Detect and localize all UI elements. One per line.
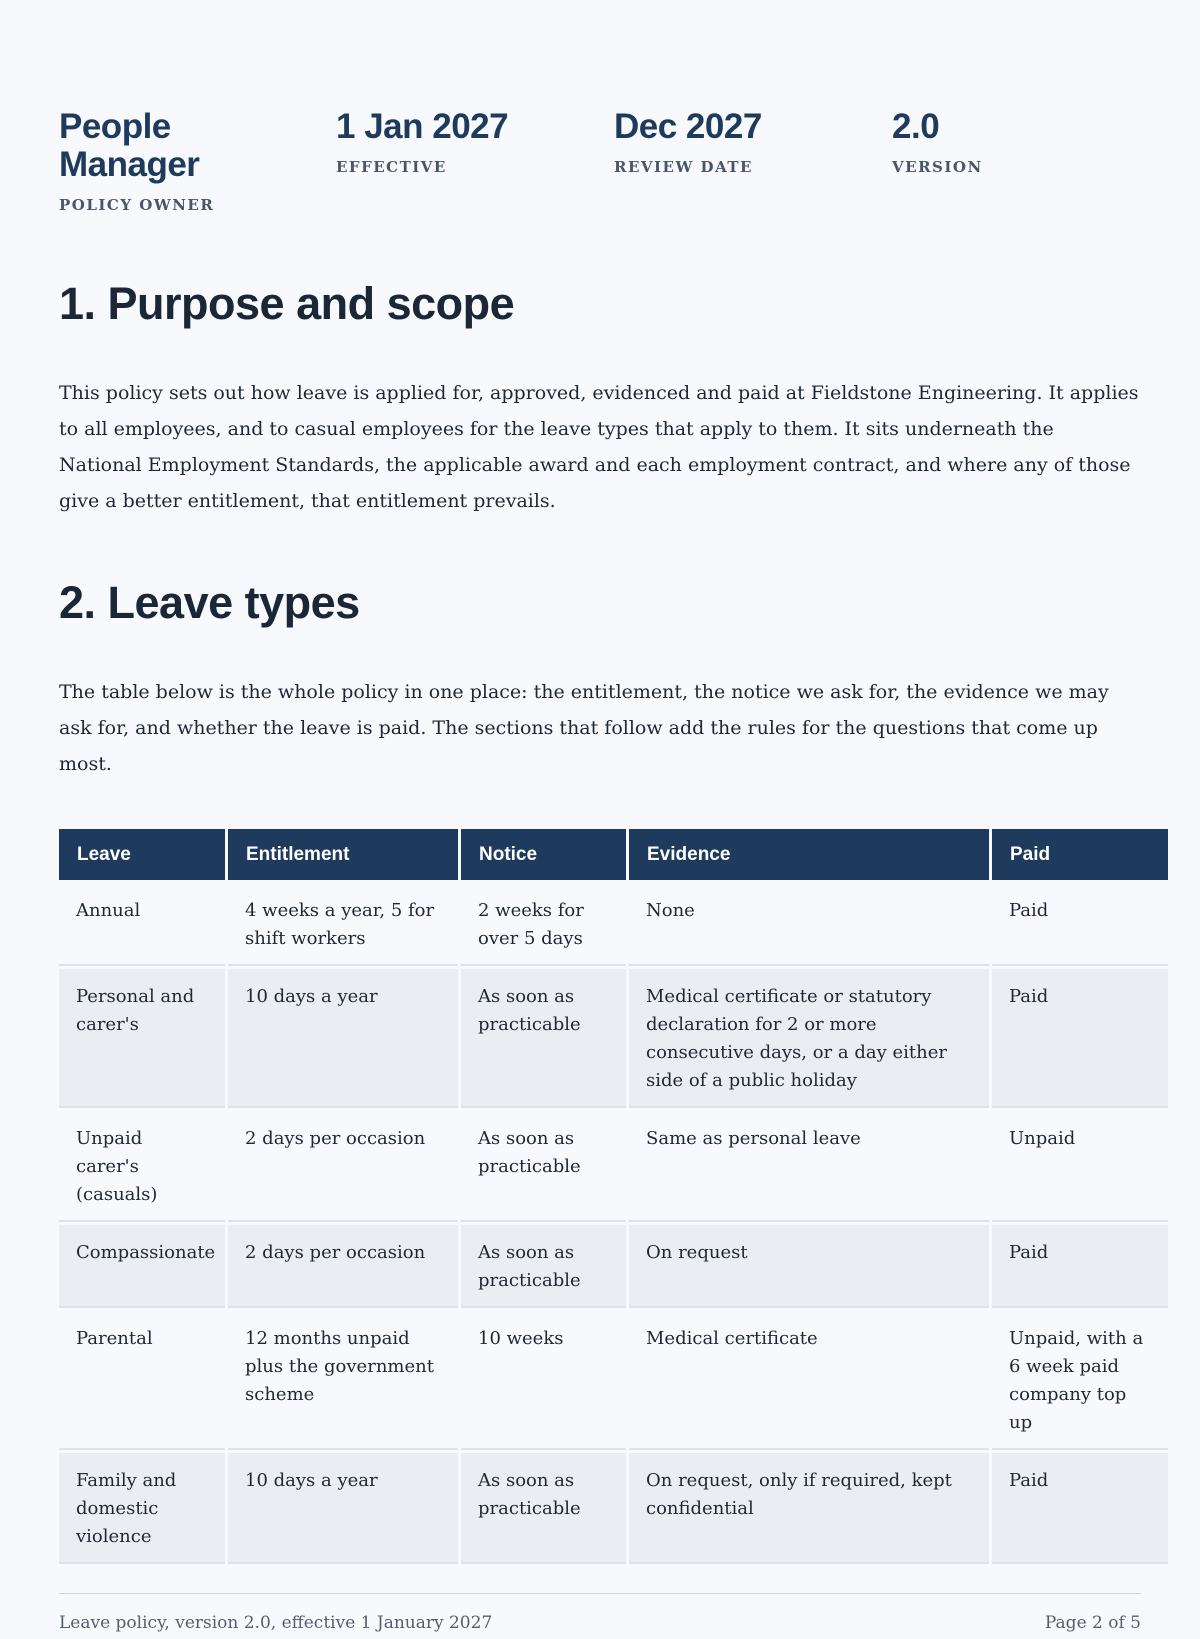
table-cell: 12 months unpaid plus the government scheme — [228, 1311, 458, 1450]
table-row — [59, 1111, 1168, 1222]
table-cell: As soon as practicable — [461, 1111, 626, 1222]
column-header-notice: Notice — [461, 829, 626, 880]
section-heading-purpose: 1. Purpose and scope — [59, 278, 515, 329]
footer-document-info: Leave policy, version 2.0, effective 1 January 2027 — [59, 1613, 493, 1633]
table-cell: None — [629, 883, 989, 966]
table-row — [59, 1225, 1168, 1308]
review-date-value: Dec 2027 — [614, 107, 762, 146]
table-cell: As soon as practicable — [461, 1453, 626, 1564]
table-cell: Unpaid, with a 6 week paid company top up — [992, 1311, 1168, 1450]
table-cell: Paid — [992, 1225, 1168, 1308]
table-cell: 2 days per occasion — [228, 1111, 458, 1222]
table-cell: Family and domestic violence — [59, 1453, 225, 1564]
table-header-row — [59, 829, 1168, 880]
version-label: VERSION — [892, 158, 983, 176]
table-cell: 10 weeks — [461, 1311, 626, 1450]
table-cell: On request, only if required, kept confidential — [629, 1453, 989, 1564]
table-row — [59, 1453, 1168, 1564]
review-date-label: REVIEW DATE — [614, 158, 753, 176]
section-body-purpose: This policy sets out how leave is applied for, approved, evidenced and paid at Fieldstone Engineering. It applies to all employees, and to casual employees for the leave types that apply to them. It sits underneath the National Employment Standards, the applicable award and each employment contract, and where any of those give a better entitlement, that entitlement prevails. — [59, 382, 1139, 512]
meta-review-date — [614, 108, 762, 176]
policy-owner-value: People Manager — [59, 107, 200, 184]
table-cell: Same as personal leave — [629, 1111, 989, 1222]
table-cell: On request — [629, 1225, 989, 1308]
section-heading-leave-types: 2. Leave types — [59, 577, 360, 628]
column-header-entitlement: Entitlement — [228, 829, 458, 880]
table-cell: 2 weeks for over 5 days — [461, 883, 626, 966]
column-header-leave: Leave — [59, 829, 225, 880]
table-cell: Paid — [992, 1453, 1168, 1564]
table-cell: 2 days per occasion — [228, 1225, 458, 1308]
table-cell: Medical certificate or statutory declaration for 2 or more consecutive days, or a day either side of a public holiday — [629, 969, 989, 1108]
meta-policy-owner — [59, 108, 279, 214]
effective-value: 1 Jan 2027 — [336, 107, 509, 146]
table-cell: 4 weeks a year, 5 for shift workers — [228, 883, 458, 966]
table-cell: 10 days a year — [228, 969, 458, 1108]
table-cell: Unpaid carer's (casuals) — [59, 1111, 225, 1222]
policy-metadata — [59, 108, 1141, 228]
table-cell: As soon as practicable — [461, 969, 626, 1108]
meta-effective — [336, 108, 508, 176]
version-value: 2.0 — [892, 107, 940, 146]
footer-divider — [59, 1593, 1141, 1594]
table-cell: Medical certificate — [629, 1311, 989, 1450]
table-cell: Paid — [992, 969, 1168, 1108]
meta-version — [892, 108, 983, 176]
table-cell: Annual — [59, 883, 225, 966]
table-row — [59, 883, 1168, 966]
column-header-evidence: Evidence — [629, 829, 989, 880]
column-header-paid: Paid — [992, 829, 1168, 880]
table-cell: As soon as practicable — [461, 1225, 626, 1308]
table-row — [59, 969, 1168, 1108]
leave-types-table — [59, 826, 1159, 1547]
table-row — [59, 1311, 1168, 1450]
table-cell: 10 days a year — [228, 1453, 458, 1564]
effective-label: EFFECTIVE — [336, 158, 447, 176]
footer-page-number: Page 2 of 5 — [1044, 1613, 1141, 1633]
table-cell: Paid — [992, 883, 1168, 966]
policy-owner-label: POLICY OWNER — [59, 196, 215, 214]
table-cell: Compassionate — [59, 1225, 225, 1308]
table-cell: Parental — [59, 1311, 225, 1450]
section-body-leave-types: The table below is the whole policy in one place: the entitlement, the notice we ask for, the evidence we may ask for, and whether the leave is paid. The sections that follow add the rules for the questions that come up most. — [59, 681, 1109, 775]
table-cell: Unpaid — [992, 1111, 1168, 1222]
table-cell: Personal and carer's — [59, 969, 225, 1108]
